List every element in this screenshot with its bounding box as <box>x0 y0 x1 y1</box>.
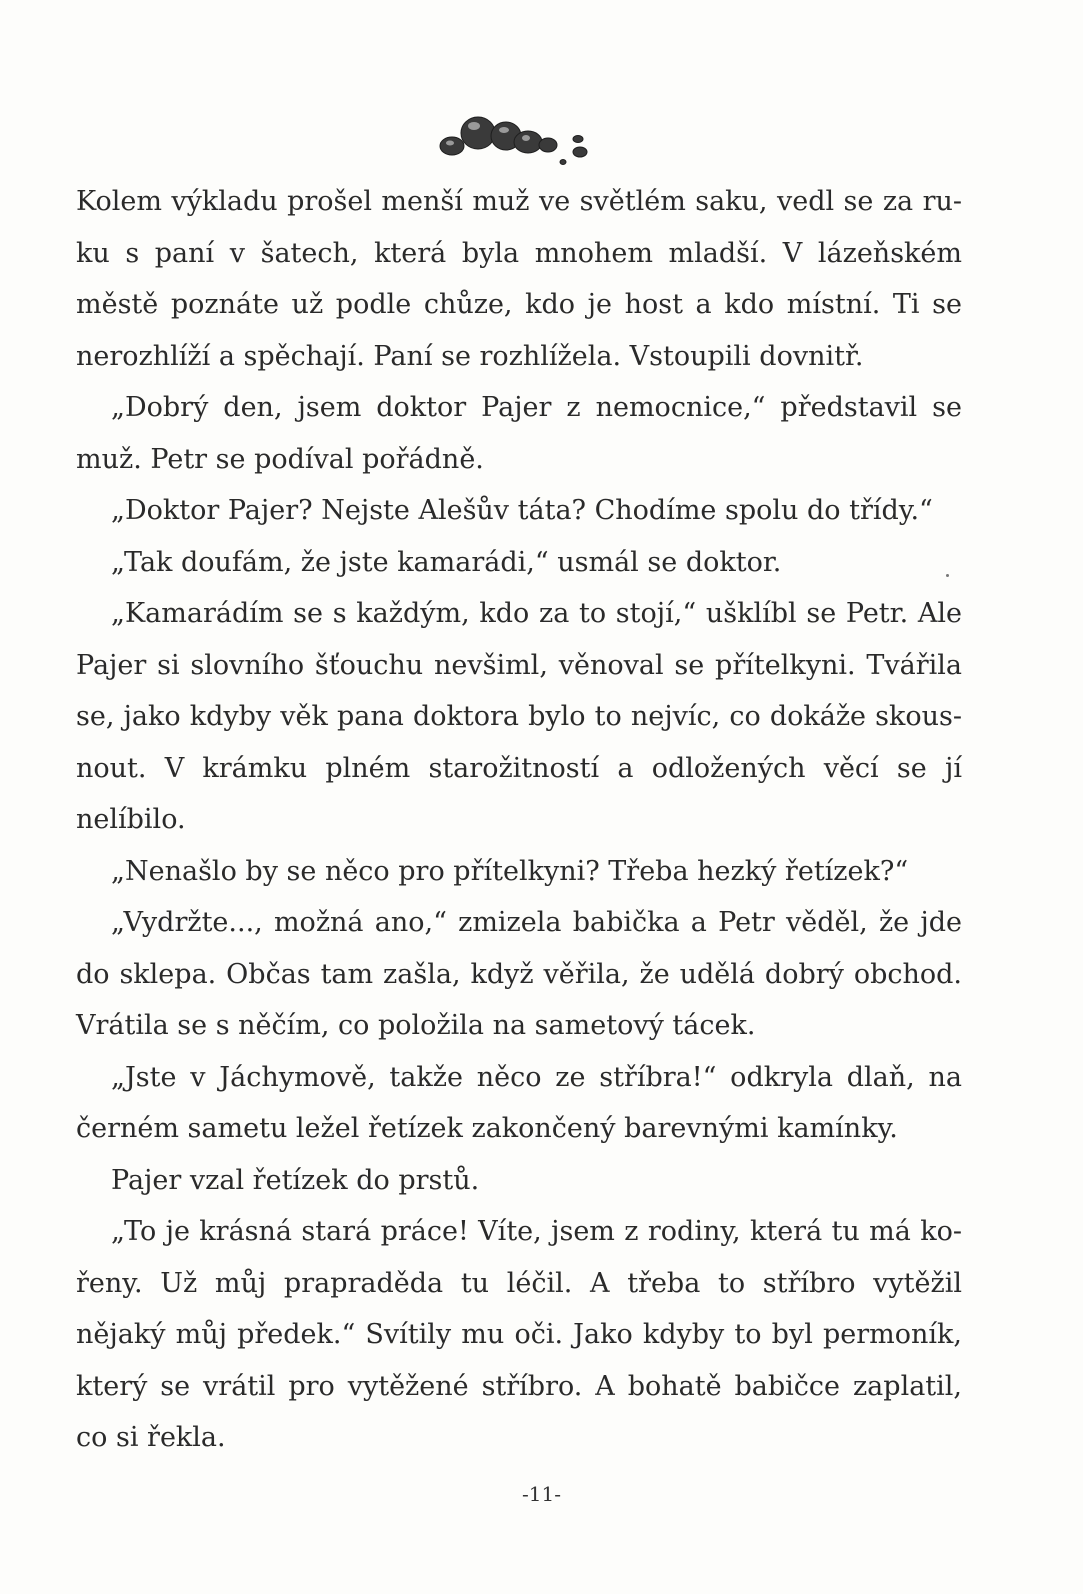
stones-ornament-icon <box>430 100 600 170</box>
page-number: -11- <box>522 1482 561 1506</box>
paragraph: „Vydržte..., možná ano,“ zmizela babička a Petr věděl, že jde do sklepa. Občas tam zašla, když věřila, že udělá dobrý obchod. Vrátila se s něčím, co položila na sametový tácek. <box>76 907 962 1041</box>
paragraph: „Nenašlo by se něco pro přítelkyni? Třeba hezký řetízek?“ <box>111 855 909 887</box>
paragraph: „To je krásná stará práce! Víte, jsem z rodiny, která tu má kořeny. Už můj prapraděda tu léčil. A třeba to stříbro vytěžil nějaký můj předek.“ Svítily mu oči. Jako kdyby to byl permoník, který se vrátil pro vytěžené stříbro. A bohatě babičce zaplatil, co si řekla. <box>76 1216 962 1453</box>
print-speck <box>946 574 949 577</box>
paragraph: „Dobrý den, jsem doktor Pajer z nemocnice,“ představil se muž. Petr se podíval pořádně. <box>76 392 962 475</box>
paragraph: Pajer vzal řetízek do prstů. <box>111 1164 480 1196</box>
body-text <box>76 176 962 1464</box>
paragraph: „Tak doufám, že jste kamarádi,“ usmál se doktor. <box>111 546 782 578</box>
paragraph: Kolem výkladu prošel menší muž ve světlém saku, vedl se za ruku s paní v šatech, která byla mnohem mladší. V lázeňském městě poznáte už podle chůze, kdo je host a kdo místní. Ti se nerozhlíží a spěchají. Paní se rozhlížela. Vstoupili dovnitř. <box>76 186 962 372</box>
paragraph: „Doktor Pajer? Nejste Alešův táta? Chodíme spolu do třídy.“ <box>111 495 933 526</box>
paragraph: „Kamarádím se s každým, kdo za to stojí,“ ušklíbl se Petr. Ale Pajer si slovního šťouchu nevšiml, věnoval se přítelkyni. Tvářila se, jako kdyby věk pana doktora bylo to nejvíc, co dokáže skousnout. V krámku plném starožitností a odložených věcí se jí nelíbilo. <box>76 598 962 835</box>
paragraph: „Jste v Jáchymově, takže něco ze stříbra!“ odkryla dlaň, na černém sametu ležel řetízek zakončený barevnými kamínky. <box>76 1061 962 1144</box>
